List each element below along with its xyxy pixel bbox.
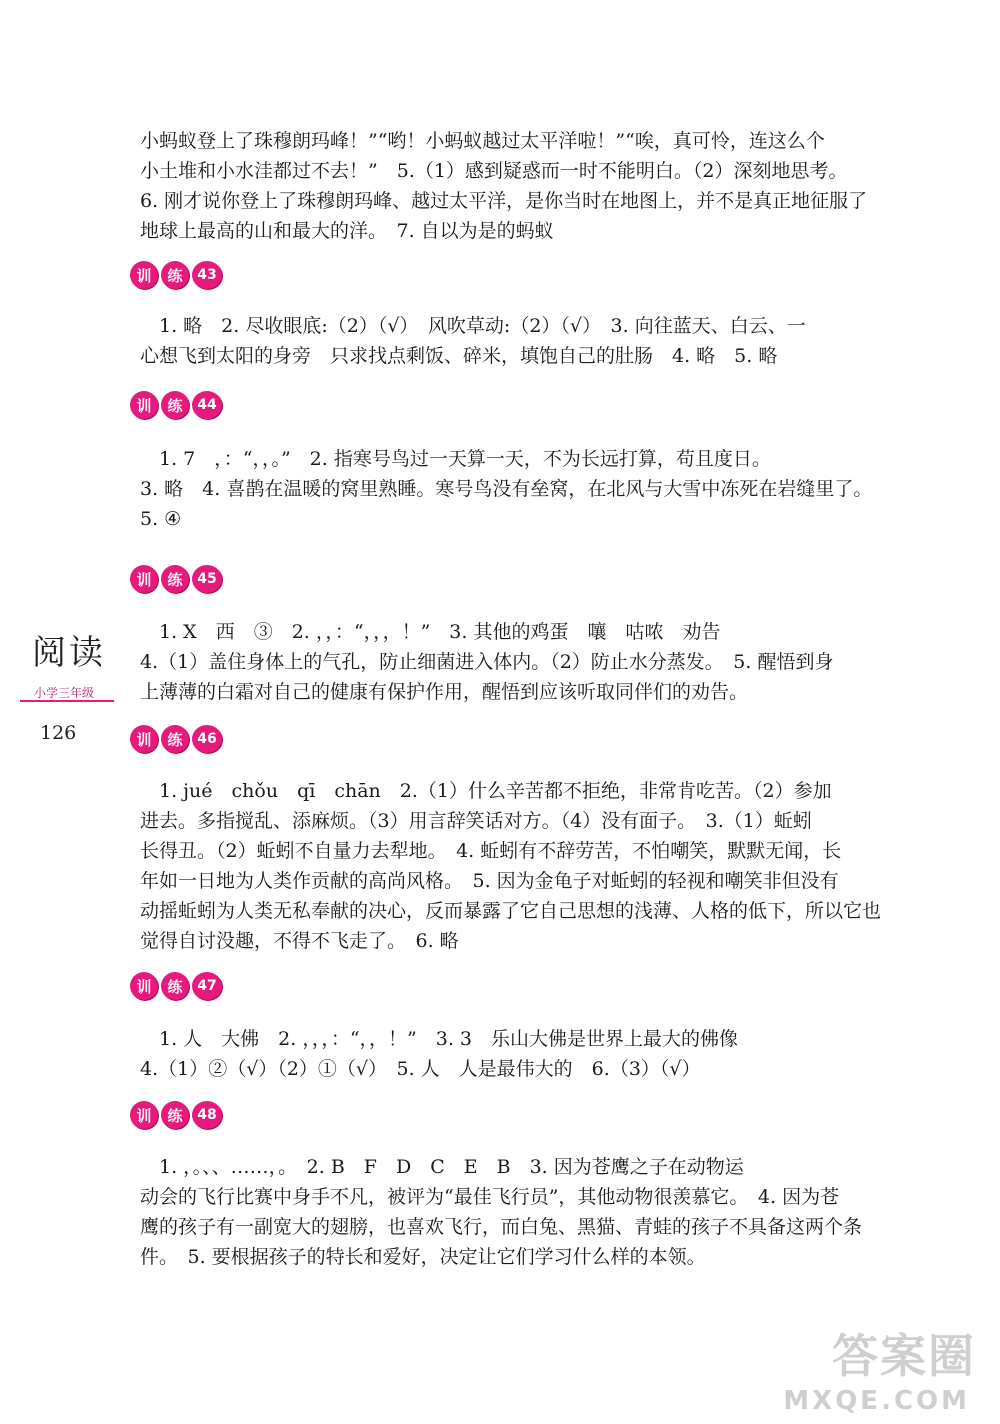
text-line: 进去。多指搅乱、添麻烦。（3）用言辞笑话对方。（4）没有面子。 3.（1）蚯蚓 <box>140 810 812 832</box>
section-header-48 <box>130 1100 225 1130</box>
section-46-answers <box>140 776 900 956</box>
badge-char: 练 <box>161 565 189 593</box>
section-47-answers <box>140 1024 900 1084</box>
text-line: 1. 略 2. 尽收眼底:（2）（√） 风吹草动:（2）（√） 3. 向往蓝天、白云、一 <box>140 315 806 337</box>
badge-char: 训 <box>130 972 158 1000</box>
text-line: 3. 略 4. 喜鹊在温暖的窝里熟睡。寒号鸟没有垒窝，在北风与大雪中冻死在岩缝里了。 <box>140 478 873 500</box>
badge-char: 训 <box>130 261 158 289</box>
sidebar-title: 阅读 <box>32 633 106 673</box>
section-header-45 <box>130 564 225 594</box>
text-line: 小土堆和小水洼都过不去！” 5.（1）感到疑惑而一时不能明白。（2）深刻地思考。 <box>140 160 848 182</box>
text-line: 鹰的孩子有一副宽大的翅膀，也喜欢飞行，而白兔、黑猫、青蛙的孩子不具备这两个条 <box>140 1216 863 1238</box>
section-48-answers <box>140 1152 900 1272</box>
badge-number: 47 <box>192 972 222 1000</box>
text-line: 4.（1）②（√）（2）①（√） 5. 人 人是最伟大的 6.（3）（√） <box>140 1058 701 1080</box>
badge-number: 44 <box>192 391 222 419</box>
watermark-bottom-text: MXQE.COM <box>783 1386 970 1416</box>
section-header-47 <box>130 971 225 1001</box>
text-line: 长得丑。（2）蚯蚓不自量力去犁地。 4. 蚯蚓有不辞劳苦，不怕嘲笑，默默无闻，长 <box>140 840 842 862</box>
text-line: 觉得自讨没趣，不得不飞走了。 6. 略 <box>140 930 459 952</box>
text-line: 地球上最高的山和最大的洋。 7. 自以为是的蚂蚁 <box>140 220 554 242</box>
intro-paragraph <box>140 126 900 246</box>
badge-number: 48 <box>192 1101 222 1129</box>
text-line: 6. 刚才说你登上了珠穆朗玛峰、越过太平洋，是你当时在地图上，并不是真正地征服了 <box>140 190 868 212</box>
text-line: 1. jué chǒu qī chān 2.（1）什么辛苦都不拒绝，非常肯吃苦。（2）参加 <box>140 780 832 802</box>
badge-char: 练 <box>161 261 189 289</box>
badge-char: 练 <box>161 1101 189 1129</box>
page-number: 126 <box>40 722 77 744</box>
sidebar-divider <box>20 700 114 702</box>
badge-char: 练 <box>161 391 189 419</box>
text-line: 年如一日地为人类作贡献的高尚风格。 5. 因为金龟子对蚯蚓的轻视和嘲笑非但没有 <box>140 870 839 892</box>
text-line: 动会的飞行比赛中身手不凡，被评为“最佳飞行员”，其他动物很羡慕它。 4. 因为苍 <box>140 1186 840 1208</box>
watermark-top-text: 答案圈 <box>832 1329 976 1383</box>
badge-char: 练 <box>161 725 189 753</box>
section-45-answers <box>140 617 900 707</box>
section-43-answers <box>140 311 900 371</box>
text-line: 件。 5. 要根据孩子的特长和爱好，决定让它们学习什么样的本领。 <box>140 1246 706 1268</box>
text-line: 上薄薄的白霜对自己的健康有保护作用，醒悟到应该听取同伴们的劝告。 <box>140 681 749 703</box>
badge-number: 45 <box>192 565 222 593</box>
text-line: 1. 人 大佛 2. ，，，：“，，！” 3. 3 乐山大佛是世界上最大的佛像 <box>140 1028 739 1050</box>
badge-char: 训 <box>130 1101 158 1129</box>
badge-number: 46 <box>192 725 222 753</box>
section-header-44 <box>130 390 225 420</box>
watermark-logo <box>776 1320 976 1416</box>
badge-char: 训 <box>130 391 158 419</box>
text-line: 动摇蚯蚓为人类无私奉献的决心，反而暴露了它自己思想的浅薄、人格的低下，所以它也 <box>140 900 882 922</box>
text-line: 4.（1）盖住身体上的气孔，防止细菌进入体内。（2）防止水分蒸发。 5. 醒悟到身 <box>140 651 834 673</box>
badge-number: 43 <box>192 261 222 289</box>
section-header-43 <box>130 260 225 290</box>
section-44-answers <box>140 444 900 534</box>
text-line: 心想飞到太阳的身旁 只求找点剩饭、碎米，填饱自己的肚肠 4. 略 5. 略 <box>140 345 778 367</box>
text-line: 1. 7 ，：“，，。” 2. 指寒号鸟过一天算一天，不为长远打算，苟且度日。 <box>140 448 771 470</box>
badge-char: 训 <box>130 725 158 753</box>
text-line: 小蚂蚁登上了珠穆朗玛峰！”“哟！小蚂蚁越过太平洋啦！”“唉，真可怜，连这么个 <box>140 130 825 152</box>
text-line: 1. ，。、、……，。 2. B F D C E B 3. 因为苍鹰之子在动物运 <box>140 1156 744 1178</box>
section-header-46 <box>130 724 225 754</box>
badge-char: 训 <box>130 565 158 593</box>
text-line: 5. ④ <box>140 508 182 530</box>
text-line: 1. X 西 ③ 2. ，，：“，，，！” 3. 其他的鸡蛋 嚷 咕哝 劝告 <box>140 621 721 643</box>
sidebar-grade-label: 小学三年级 <box>34 686 95 700</box>
badge-char: 练 <box>161 972 189 1000</box>
